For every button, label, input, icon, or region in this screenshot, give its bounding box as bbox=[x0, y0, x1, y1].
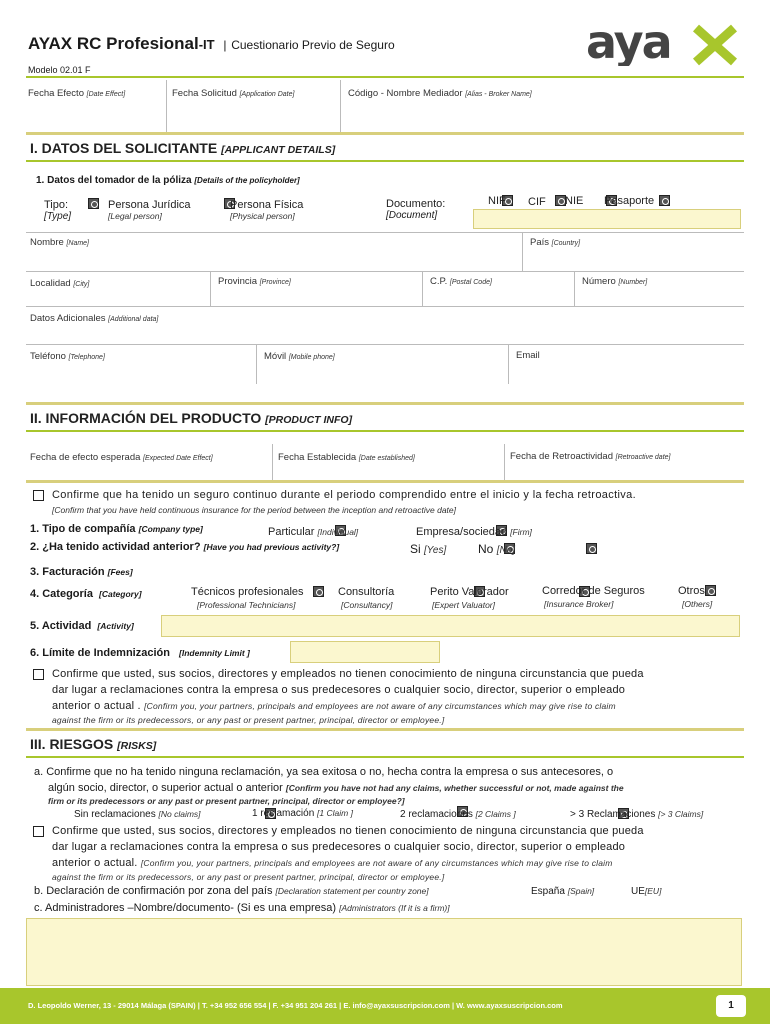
espana-option: España [Spain] bbox=[531, 886, 595, 897]
tipo-compania-label: 1. Tipo de compañía [Company type] bbox=[30, 523, 203, 535]
risks-circumstances-text: Confirme que usted, sus socios, directores y empleados no tienen conocimiento de ninguna circunstancia que pueda dar lugar a reclamaciones contra la empresa o sus predecesores o cualquier socio, director, superior o empleado anterior o actual. [Confirm you, your partners, principals and employees are not aware of any circumstances which may give rise to claim against the firm or its predecessors, or any past or present partner, principal, director or employee.] bbox=[52, 825, 644, 882]
numero-label: Número [Number] bbox=[582, 276, 648, 287]
form-subtitle: Cuestionario Previo de Seguro bbox=[231, 38, 395, 52]
telefono-label: Teléfono [Telephone] bbox=[30, 351, 105, 362]
codigo-mediador-label: Código - Nombre Mediador [Alias - Broker Name] bbox=[348, 88, 532, 99]
facturacion-label: 3. Facturación [Fees] bbox=[30, 566, 133, 578]
footer-contact: D. Leopoldo Werner, 13 - 29014 Málaga (SPAIN) | T. +34 952 656 554 | F. +34 951 204 261 | E. info@ayaxsuscripcion.com | W. www.ayaxsuscripcion.com bbox=[28, 1001, 563, 1010]
risks-b-text: b. Declaración de confirmación por zona del país [Declaration statement per country zone] bbox=[34, 885, 429, 897]
nie-label: NIE bbox=[565, 195, 584, 207]
tecnicos-option: Técnicos profesionales [Professional Technicians] bbox=[191, 586, 304, 610]
section-2-title: II. INFORMACIÓN DEL PRODUCTO [PRODUCT INFO] bbox=[30, 410, 353, 426]
cif-label: CIF bbox=[528, 196, 546, 208]
no-option: No [No] bbox=[478, 542, 516, 556]
tecnicos-checkbox[interactable] bbox=[313, 586, 324, 597]
localidad-label: Localidad [City] bbox=[30, 278, 90, 289]
no-checkbox[interactable] bbox=[586, 543, 597, 554]
juridica-option: Persona Jurídica [Legal person] bbox=[108, 199, 191, 221]
una-reclamacion-option: 1 reclamación [1 Claim ] bbox=[252, 808, 353, 819]
pasaporte-checkbox[interactable] bbox=[659, 195, 670, 206]
nombre-label: Nombre [Name] bbox=[30, 237, 89, 248]
administradores-textarea[interactable] bbox=[26, 918, 742, 986]
juridica-checkbox[interactable] bbox=[88, 198, 99, 209]
risks-circumstances-checkbox[interactable] bbox=[33, 826, 44, 837]
corredor-option: Corredor de Seguros [Insurance Broker] bbox=[542, 585, 645, 609]
consultoria-option: Consultoría [Consultancy] bbox=[338, 586, 395, 610]
tipo-label: Tipo: [Type] bbox=[44, 199, 72, 222]
pasaporte-label: Pasaporte bbox=[604, 195, 655, 207]
fisica-option: Persona Física [Physical person] bbox=[230, 199, 304, 221]
nif-label: NIF bbox=[488, 195, 506, 207]
limite-label: 6. Límite de Indemnización [Indemnity Limit ] bbox=[30, 647, 250, 659]
fecha-esperada-label: Fecha de efecto esperada [Expected Date Effect] bbox=[30, 452, 213, 463]
empresa-option: Empresa/sociedad [Firm] bbox=[416, 526, 532, 538]
dos-reclamaciones-option: 2 reclamaciones [2 Claims ] bbox=[400, 809, 516, 820]
ayax-logo bbox=[586, 18, 746, 66]
particular-option: Particular [Individual] bbox=[268, 526, 359, 538]
si-option: Si [Yes] bbox=[410, 542, 447, 556]
no-circumstances-checkbox[interactable] bbox=[33, 669, 44, 680]
actividad-anterior-label: 2. ¿Ha tenido actividad anterior? [Have you had previous activity?] bbox=[30, 541, 340, 553]
form-title: AYAX RC Profesional-IT | Cuestionario Previo de Seguro bbox=[28, 34, 395, 53]
perito-option: Perito Valorador [Expert Valuator] bbox=[430, 586, 509, 610]
risks-c-text: c. Administradores –Nombre/documento- (Si es una empresa) [Administrators (If it is a firm)] bbox=[34, 902, 450, 914]
risks-a-text: a. Confirme que no ha tenido ninguna reclamación, ya sea exitosa o no, hecha contra la empresa o sus antecesores, o algún socio, director, o superior actual o anterior [Confirm you have not had any claims, whether successful or not, made against the firm or its predecessors or any past or present partner, principal, director or employee?] bbox=[34, 766, 624, 806]
cp-label: C.P. [Postal Code] bbox=[430, 276, 492, 287]
fecha-solicitud-label: Fecha Solicitud [Application Date] bbox=[172, 88, 295, 99]
document-number-input[interactable] bbox=[473, 209, 741, 229]
pais-label: País [Country] bbox=[530, 237, 581, 248]
adicionales-label: Datos Adicionales [Additional data] bbox=[30, 313, 159, 324]
ue-option: UE[EU] bbox=[631, 886, 662, 897]
model-number: Modelo 02.01 F bbox=[28, 65, 91, 75]
provincia-label: Provincia [Province] bbox=[218, 276, 291, 287]
section-1-title: I. DATOS DEL SOLICITANTE [APPLICANT DETAILS] bbox=[30, 140, 336, 156]
email-label: Email bbox=[516, 350, 540, 361]
fecha-retro-label: Fecha de Retroactividad [Retroactive date] bbox=[510, 451, 671, 462]
fecha-establecida-label: Fecha Establecida [Date established] bbox=[278, 452, 415, 463]
sin-reclamaciones-option: Sin reclamaciones [No claims] bbox=[74, 809, 201, 820]
continuous-insurance-text: Confirme que ha tenido un seguro continuo durante el periodo comprendido entre el inicio y la fecha retroactiva. bbox=[52, 489, 637, 501]
tres-reclamaciones-option: > 3 Reclamaciones [> 3 Claims] bbox=[570, 809, 704, 820]
otros-option: Otros [Others] bbox=[678, 585, 713, 609]
svg-text:aya: aya bbox=[586, 18, 671, 66]
continuous-insurance-text-en: [Confirm that you have held continuous insurance for the period between the inception and retroactive date] bbox=[52, 505, 457, 515]
categoria-label: 4. Categoría [Category] bbox=[30, 588, 142, 600]
policyholder-subtitle: 1. Datos del tomador de la póliza [Details of the policyholder] bbox=[36, 175, 300, 186]
fecha-efecto-label: Fecha Efecto [Date Effect] bbox=[28, 88, 126, 99]
documento-label: Documento: [Document] bbox=[386, 198, 446, 221]
limite-input[interactable] bbox=[290, 641, 440, 663]
continuous-insurance-checkbox[interactable] bbox=[33, 490, 44, 501]
section-3-title: III. RIESGOS [RISKS] bbox=[30, 736, 157, 752]
no-circumstances-text: Confirme que usted, sus socios, directores y empleados no tienen conocimiento de ninguna circunstancia que pueda dar lugar a reclamaciones contra la empresa o sus predecesores o cualquier socio, director, superior o empleado anterior o actual . [Confirm you, your partners, principals and employees are not aware of any circumstances which may give rise to claim against the firm or its predecessors, or any past or present partner, principal, director or employee.] bbox=[52, 668, 644, 725]
movil-label: Móvil [Mobile phone] bbox=[264, 351, 335, 362]
actividad-label: 5. Actividad [Activity] bbox=[30, 620, 134, 632]
actividad-input[interactable] bbox=[161, 615, 740, 637]
page-number: 1 bbox=[716, 995, 746, 1017]
